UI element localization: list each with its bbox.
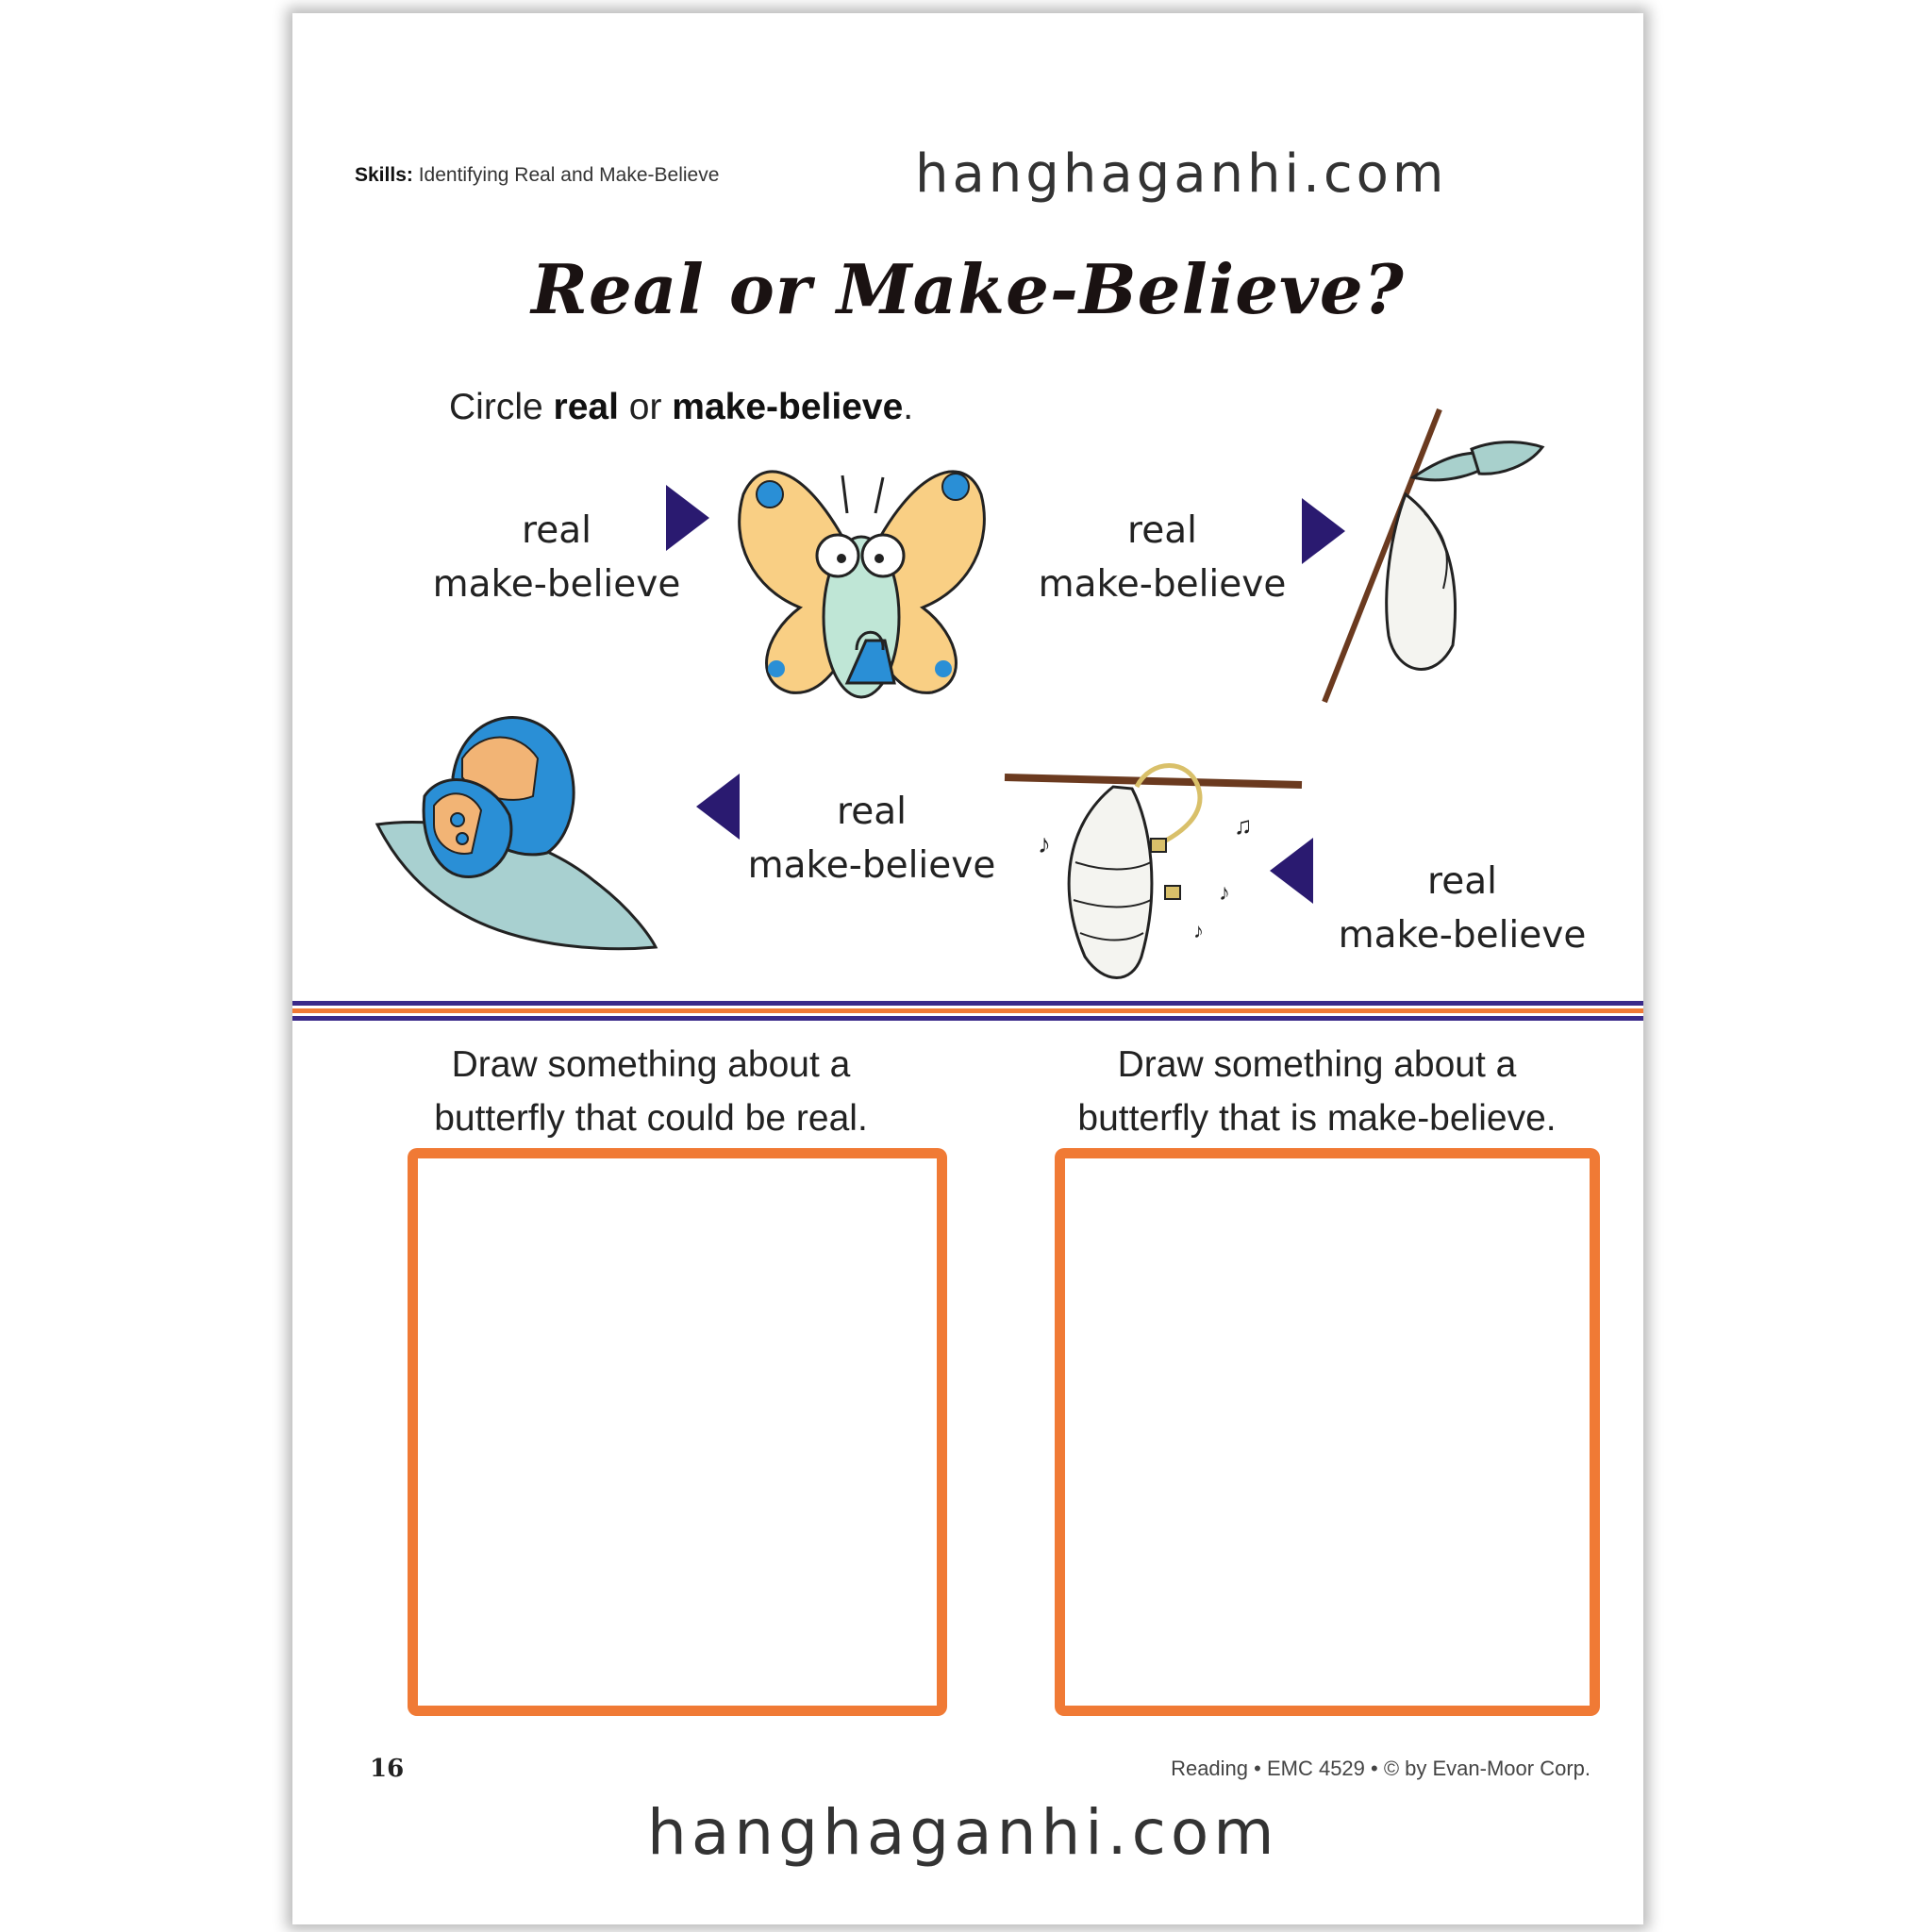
item-2-make-believe-option[interactable]: make-believe (1038, 563, 1287, 606)
item-1-real-option[interactable]: real (522, 509, 591, 552)
svg-text:♪: ♪ (1219, 880, 1230, 906)
skills-text: Identifying Real and Make-Believe (418, 164, 720, 186)
skills-line (355, 164, 719, 187)
draw-box-real[interactable] (408, 1148, 947, 1716)
item-2-choices (1021, 504, 1304, 611)
svg-text:♪: ♪ (1038, 829, 1051, 858)
section-divider (292, 1001, 1643, 1022)
item-4-make-believe-option[interactable]: make-believe (1338, 914, 1587, 957)
item-2-real-option[interactable]: real (1127, 509, 1197, 552)
watermark-bottom: hanghaganhi.com (647, 1796, 1279, 1869)
watermark-top: hanghaganhi.com (915, 143, 1448, 205)
cartoon-butterfly-purse-illustration (734, 457, 989, 721)
worksheet-page (292, 13, 1643, 1924)
right-arrow-icon (666, 485, 709, 551)
svg-text:♫: ♫ (1234, 811, 1253, 840)
draw-prompt-make-believe: Draw something about a butterfly that is make-believe. (1077, 1044, 1557, 1139)
item-3-real-option[interactable]: real (837, 791, 907, 833)
real-butterfly-on-leaf-illustration (368, 692, 670, 975)
item-3-choices (730, 785, 1013, 892)
page-title: Real or Make-Believe? (531, 249, 1405, 329)
item-4-choices (1321, 855, 1604, 962)
item-4-real-option[interactable]: real (1427, 860, 1497, 903)
draw-prompt-real: Draw something about a butterfly that could be real. (434, 1044, 868, 1139)
footer-credit: Reading • EMC 4529 • © by Evan-Moor Corp. (1171, 1757, 1591, 1780)
svg-text:♪: ♪ (1193, 919, 1204, 942)
item-1-choices (415, 504, 698, 611)
left-arrow-icon (1270, 838, 1313, 904)
page-number: 16 (370, 1755, 405, 1783)
item-3-make-believe-option[interactable]: make-believe (747, 844, 996, 887)
draw-box-make-believe[interactable] (1055, 1148, 1600, 1716)
skills-label: Skills: (355, 164, 413, 186)
item-1-make-believe-option[interactable]: make-believe (432, 563, 681, 606)
chrysalis-on-branch-illustration (1311, 400, 1594, 721)
instruction: Circle real or make-believe. (449, 387, 914, 427)
chrysalis-with-headphones-illustration (1000, 749, 1311, 994)
